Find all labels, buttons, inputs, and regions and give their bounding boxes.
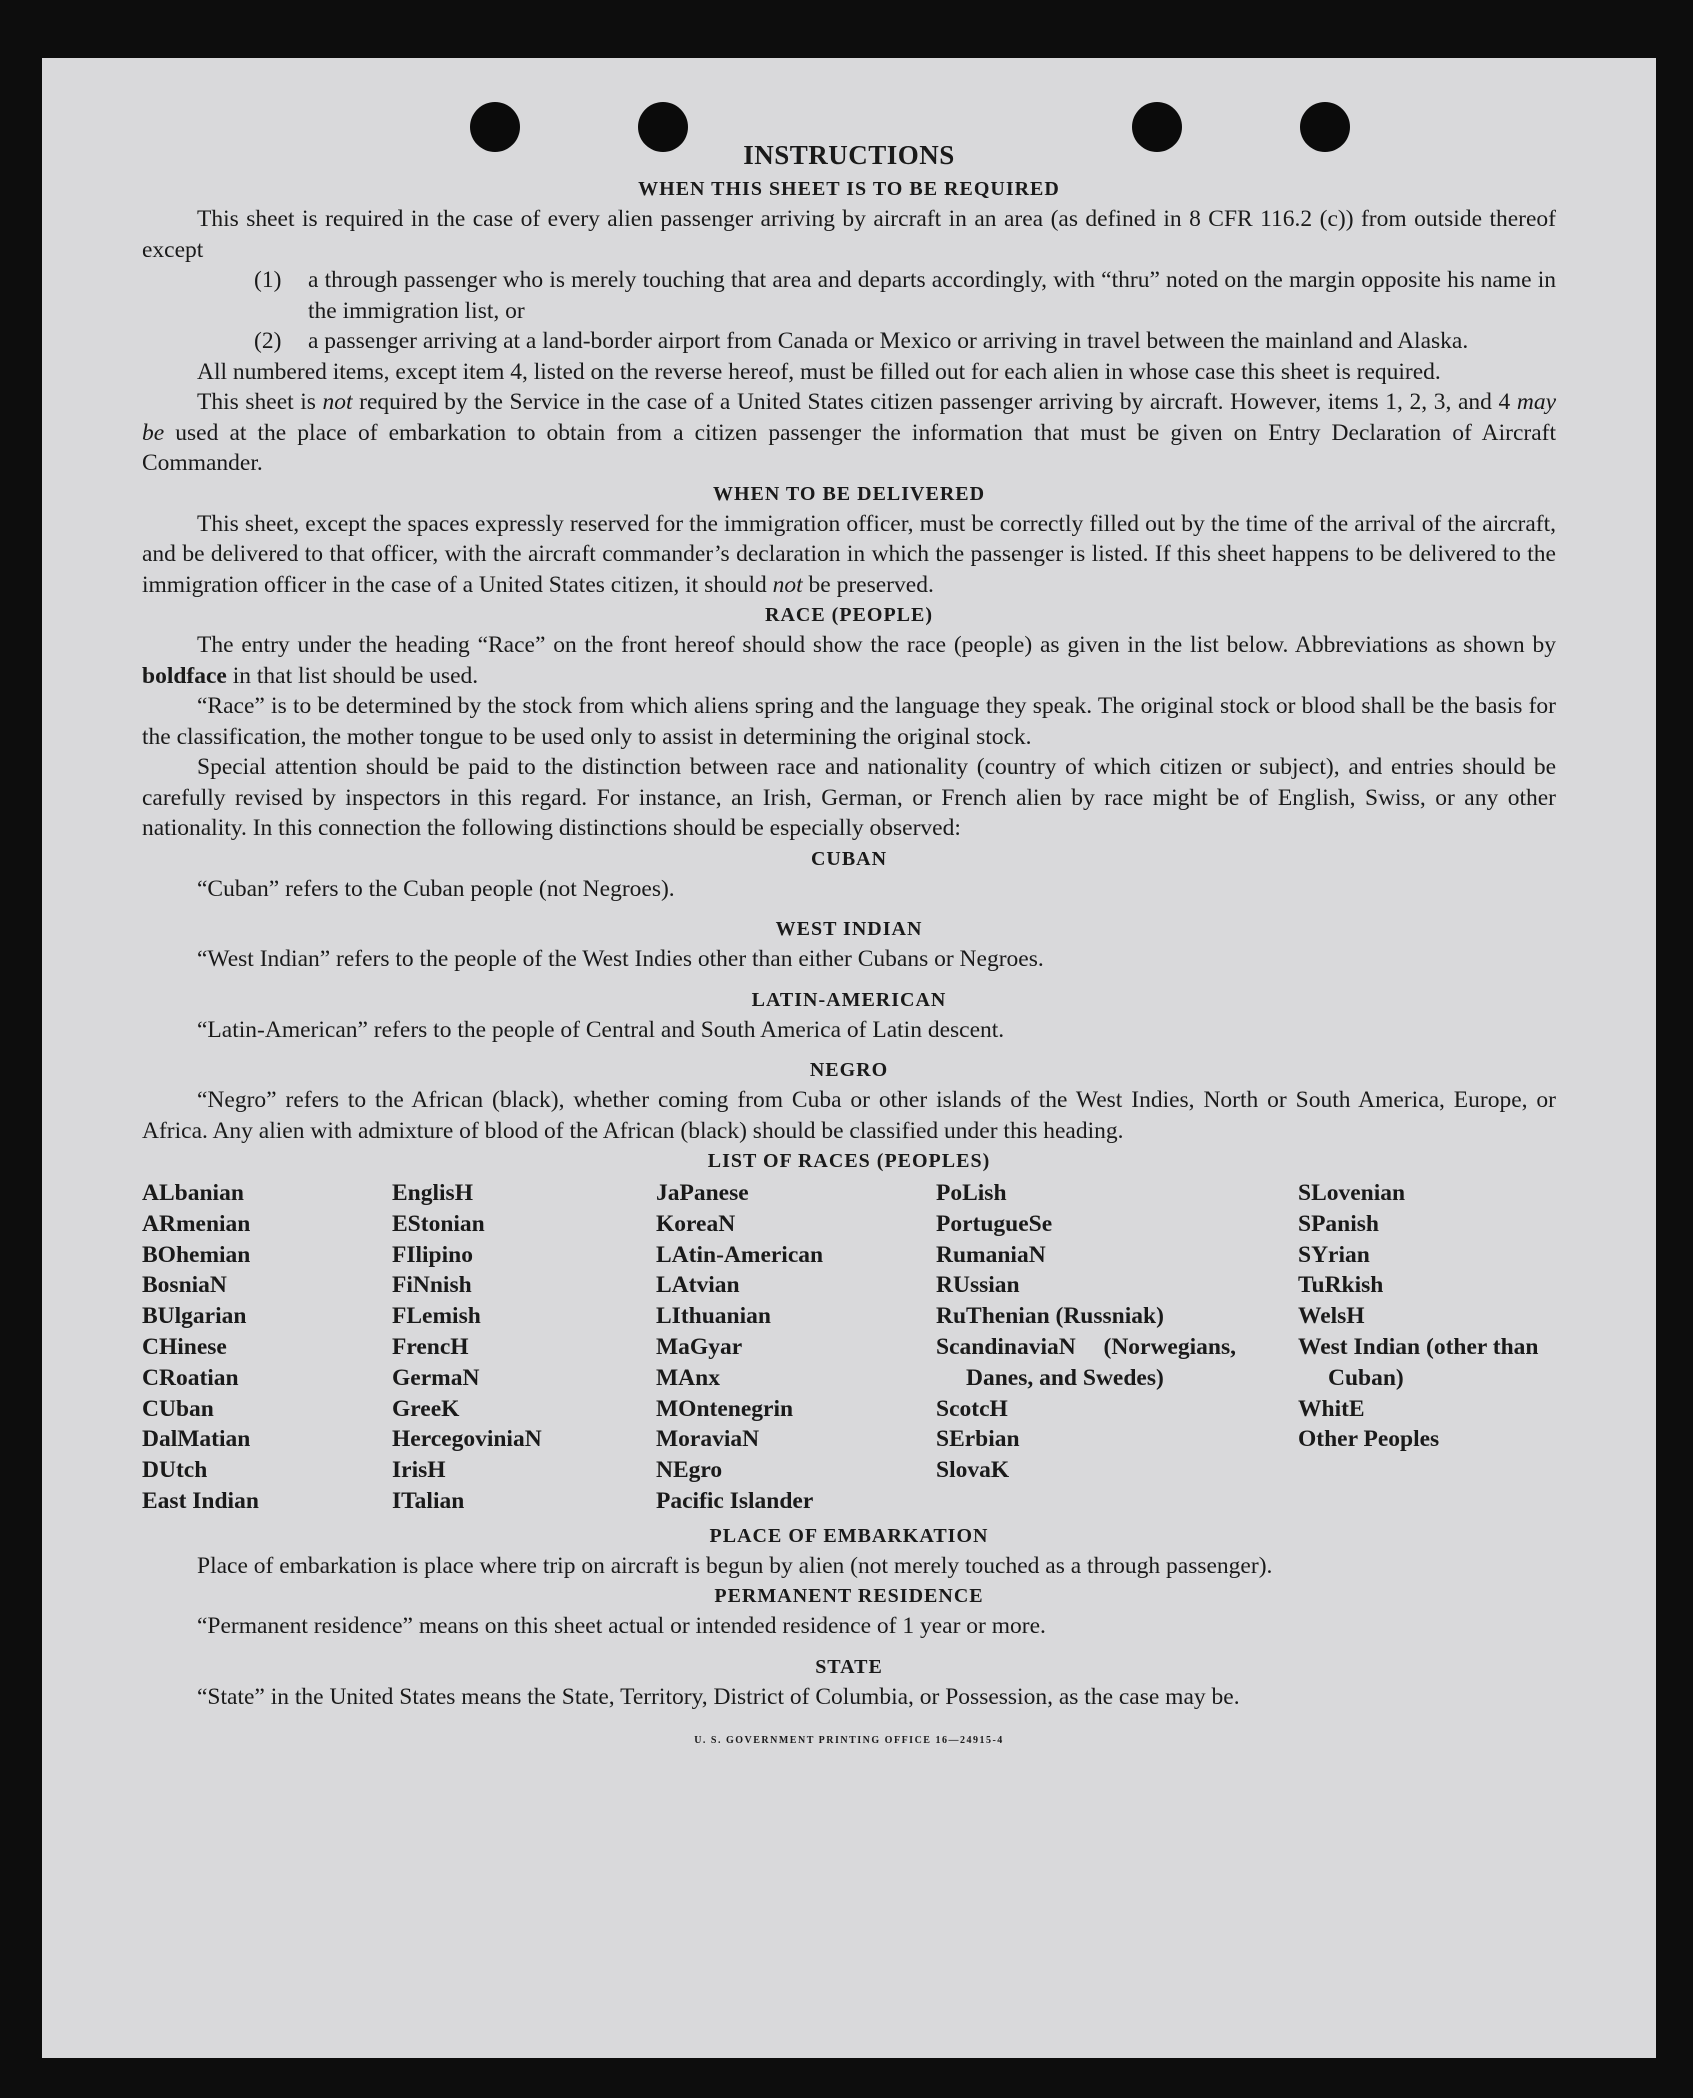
- residence-text: “Permanent residence” means on this sheet actual or intended residence of 1 year or more.: [197, 1613, 1046, 1640]
- heading-negro: NEGRO: [809, 1059, 889, 1081]
- state-text: “State” in the United States means the State, Territory, District of Columbia, or Possession, as the case may be.: [197, 1683, 1240, 1710]
- race-item: JaPanese: [656, 1180, 749, 1206]
- race-item: MaGyar: [656, 1333, 743, 1360]
- instructions-content: [142, 138, 1556, 1757]
- heading-state: STATE: [815, 1655, 883, 1678]
- heading-permanent-residence: PERMANENT RESIDENCE: [714, 1585, 984, 1608]
- race-item: FiNnish: [392, 1272, 472, 1299]
- exception-number: (1): [254, 267, 282, 293]
- race-item: NEgro: [656, 1457, 723, 1484]
- negro-text: “Negro” refers to the African (black), whether coming from Cuba or other islands of the West Indies, North or South America, Europe, or Africa. Any alien with admixture of blood of the African (black) should be classified under this heading.: [142, 1087, 1556, 1144]
- race-item: RuThenian (Russniak): [936, 1303, 1164, 1330]
- heading-when-delivered: WHEN TO BE DELIVERED: [712, 482, 986, 505]
- race-item: MAnx: [656, 1364, 720, 1391]
- race-item: FrencH: [392, 1333, 469, 1360]
- exception-item-2: [254, 326, 1556, 357]
- race-item: GreeK: [392, 1395, 460, 1422]
- race-item: PortugueSe: [936, 1210, 1053, 1237]
- race-item: Pacific Islander: [656, 1487, 814, 1514]
- race-item: SPanish: [1298, 1210, 1379, 1237]
- race-item: HercegoviniaN: [392, 1426, 542, 1453]
- race-item: ARmenian: [142, 1210, 251, 1237]
- race-item: FIlipino: [392, 1241, 473, 1268]
- race-item: ScandinaviaN (Norwegians, Danes, and Swedes): [936, 1333, 1236, 1391]
- race-paragraph-3: Special attention should be paid to the distinction between race and nationality (country of which citizen or subject), and entries should be carefully revised by inspectors in this regard. For instance, an Irish, German, or French alien by race might be of English, Swiss, or any other nationality. In this connection the following distinctions should be especially observed:: [142, 754, 1556, 841]
- race-item: East Indian: [142, 1487, 259, 1514]
- latin-american-text: “Latin-American” refers to the people of Central and South America of Latin descent.: [197, 1016, 1005, 1043]
- race-item: CUban: [142, 1395, 214, 1422]
- heading-west-indian: WEST INDIAN: [775, 918, 923, 940]
- exception-item-1: [254, 265, 1556, 326]
- embarkation-text: Place of embarkation is place where trip on aircraft is begun by alien (not merely touched as a through passenger).: [197, 1552, 1273, 1579]
- race-item: Other Peoples: [1298, 1426, 1440, 1453]
- race-item: EStonian: [392, 1210, 485, 1237]
- race-item: RumaniaN: [936, 1241, 1046, 1268]
- race-item: LIthuanian: [656, 1303, 771, 1330]
- document-sheet: [42, 58, 1656, 2058]
- race-item: FLemish: [392, 1303, 481, 1330]
- heading-race: RACE (PEOPLE): [765, 604, 933, 626]
- race-item: BosniaN: [142, 1272, 227, 1299]
- race-item: EnglisH: [392, 1180, 473, 1206]
- heading-embarkation: PLACE OF EMBARKATION: [709, 1524, 989, 1547]
- when-delivered-text: This sheet, except the spaces expressly reserved for the immigration officer, must be correctly filled out by the time of the arrival of the aircraft, and be delivered to that officer, with the aircraft commander’s declaration in which the passenger is listed. If this sheet happens to be delivered to the immigration officer in the case of a United States citizen, it should not be preserved.: [142, 510, 1556, 598]
- race-item: ScotcH: [936, 1395, 1008, 1422]
- race-item: SErbian: [936, 1426, 1020, 1453]
- race-paragraph-2: “Race” is to be determined by the stock from which aliens spring and the language they speak. The original stock or blood shall be the basis for the classification, the mother tongue to be used only to assist in determining the original stock.: [142, 693, 1556, 750]
- printing-office-footer: U. S. GOVERNMENT PRINTING OFFICE 16—24915-4: [694, 1735, 1004, 1747]
- race-column-2: [392, 1178, 656, 1517]
- race-item: MoraviaN: [656, 1426, 760, 1453]
- when-required-intro: This sheet is required in the case of every alien passenger arriving by aircraft in an area (as defined in 8 CFR 116.2 (c)) from outside thereof except: [142, 206, 1556, 263]
- race-paragraph-1: The entry under the heading “Race” on the front hereof should show the race (people) as given in the list below. Abbreviations as shown by boldface in that list should be used.: [142, 632, 1556, 689]
- race-column-4: [936, 1178, 1236, 1517]
- west-indian-text: “West Indian” refers to the people of the West Indies other than either Cubans or Negroes.: [197, 946, 1044, 972]
- page-title: INSTRUCTIONS: [743, 140, 955, 170]
- race-item: DUtch: [142, 1457, 208, 1484]
- race-item: MOntenegrin: [656, 1395, 794, 1422]
- race-list: [142, 1178, 1556, 1517]
- race-item: CHinese: [142, 1333, 227, 1360]
- race-item: PoLish: [936, 1180, 1007, 1206]
- race-item: LAtin-American: [656, 1241, 824, 1268]
- race-item: KoreaN: [656, 1210, 736, 1237]
- heading-latin-american: LATIN-AMERICAN: [751, 988, 947, 1011]
- race-item: WhitE: [1298, 1395, 1365, 1422]
- exception-text: a passenger arriving at a land-border airport from Canada or Mexico or arriving in travel between the mainland and Alaska.: [308, 328, 1469, 354]
- race-item: ITalian: [392, 1487, 465, 1514]
- race-column-5: [1298, 1178, 1548, 1517]
- race-item: TuRkish: [1298, 1272, 1384, 1299]
- race-column-3: [656, 1178, 936, 1517]
- race-item: BOhemian: [142, 1241, 251, 1268]
- race-item: BUlgarian: [142, 1303, 247, 1330]
- race-item: West Indian (other than Cuban): [1298, 1333, 1539, 1391]
- race-item: DalMatian: [142, 1426, 251, 1453]
- race-item: LAtvian: [656, 1272, 740, 1299]
- numbered-items-paragraph: All numbered items, except item 4, listed on the reverse hereof, must be filled out for each alien in whose case this sheet is required.: [197, 358, 1441, 385]
- exception-text: a through passenger who is merely touching that area and departs accordingly, with “thru” noted on the margin opposite his name in the immigration list, or: [308, 267, 1556, 324]
- race-column-1: [142, 1178, 392, 1517]
- race-item: CRoatian: [142, 1364, 239, 1391]
- race-item: SlovaK: [936, 1457, 1010, 1484]
- heading-list-of-races: LIST OF RACES (PEOPLES): [707, 1150, 991, 1172]
- race-item: RUssian: [936, 1272, 1020, 1299]
- exception-number: (2): [254, 328, 282, 354]
- heading-when-required: WHEN THIS SHEET IS TO BE REQUIRED: [638, 178, 1060, 200]
- citizen-paragraph: This sheet is not required by the Service in the case of a United States citizen passenger arriving by aircraft. However, items 1, 2, 3, and 4 may be used at the place of embarkation to obtain from a citizen passenger the information that must be given on Entry Declaration of Aircraft Commander.: [142, 389, 1556, 476]
- race-item: WelsH: [1298, 1303, 1365, 1330]
- race-item: SYrian: [1298, 1241, 1370, 1268]
- heading-cuban: CUBAN: [810, 847, 888, 870]
- race-item: ALbanian: [142, 1180, 244, 1206]
- race-item: SLovenian: [1298, 1180, 1406, 1206]
- cuban-text: “Cuban” refers to the Cuban people (not Negroes).: [197, 875, 675, 902]
- race-item: IrisH: [392, 1457, 446, 1484]
- race-item: GermaN: [392, 1364, 480, 1391]
